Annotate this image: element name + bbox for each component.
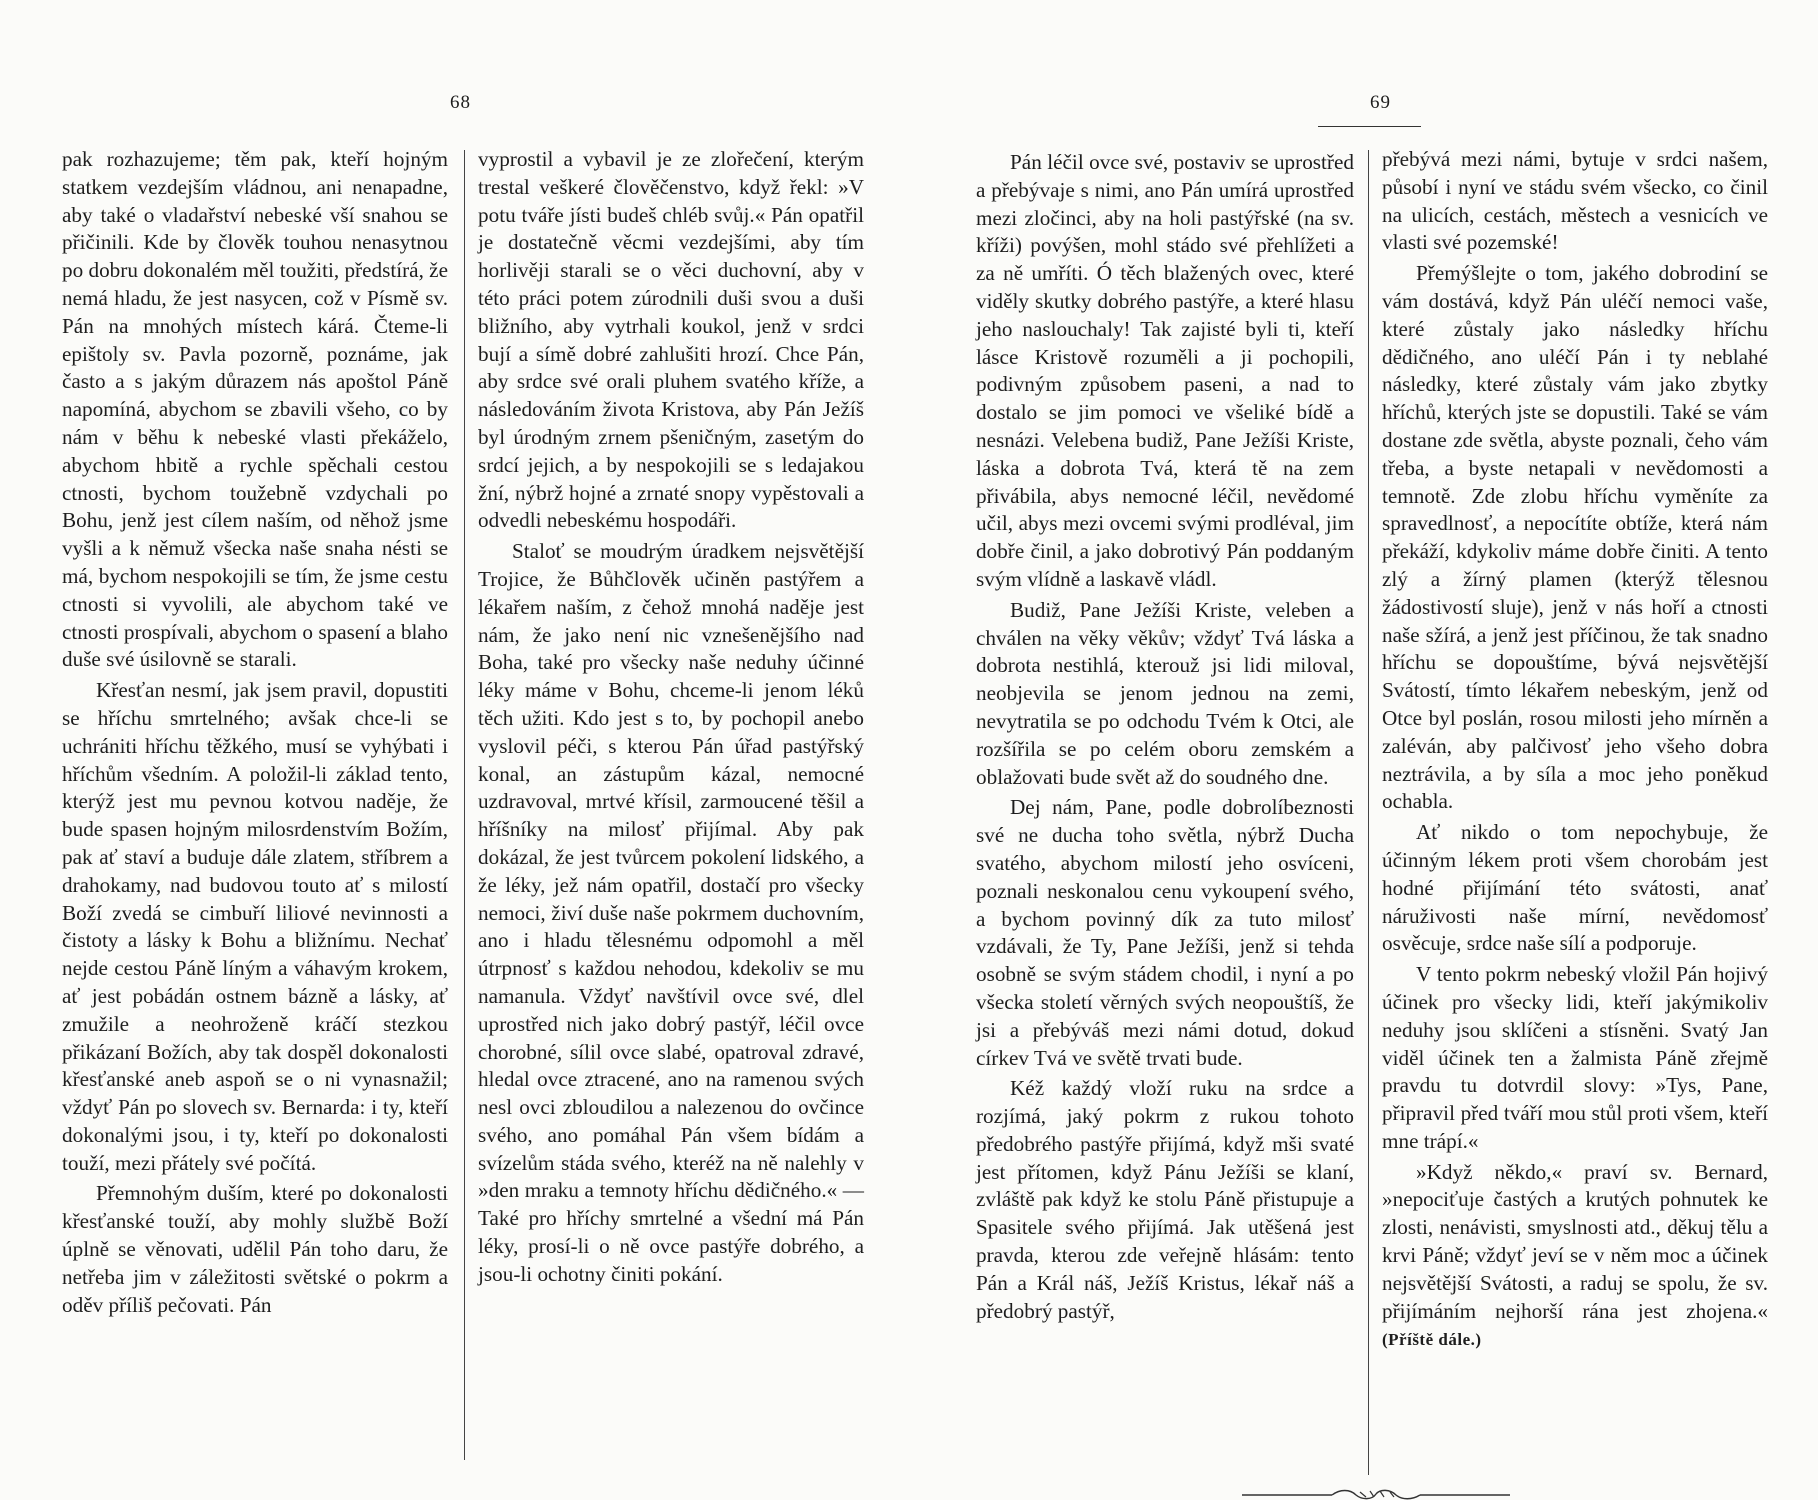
page-number-left: 68 [450,92,471,113]
page-number-rule [1318,126,1421,127]
paragraph: přebývá mezi námi, bytuje v srdci našem, působí i nyní ve stádu svém všecko, co činil na ulicích, cestách, městech a vesnicích ve vlasti své pozemské! [1382,147,1768,255]
column-4 [1382,146,1768,1354]
column-divider-right [1368,150,1369,1475]
continued-note: (Příště dále.) [1382,1330,1482,1350]
column-2 [478,146,864,1289]
paragraph: Přemýšlejte o tom, jakého dobrodiní se vám dostává, když Pán uléčí nemoci vaše, které zůstaly jako následky hříchu dědičného, ano uléčí Pán i ty neblahé následky, které zůstaly vám jako zbytky hříchů, kterých jste se dopustili. Také se vám dostane zde světla, abyste poznali, čeho vám třeba, a byste netapali v nevědomosti a temnotě. Zde zlobu hříchu vyměníte za spravedlnosť, a nepocítíte obtíže, která nám překáží, kdykoliv máme dobře činiti. A tento zlý a žírný plamen (kterýž tělesnou žádostivostí sluje), jenž v nás hoří a ctnosti naše sžírá, a jenž jest příčinou, že tak snadno hříchu se dopouštíme, bývá nejsvětější Svátostí, tímto lékařem nebeským, jenž od Otce byl poslán, rosou milosti jeho mírněn a zaléván, aby palčivosť jeho všeho dobra neztrávila, a by síla a moc jeho poněkud ochabla. [1382,261,1768,814]
paragraph: Kéž každý vloží ruku na srdce a rozjímá, jaký pokrm z rukou tohoto předobrého pastýře přijímá, když mši svaté jest přítomen, když Pánu Ježíši se klaní, zvláště pak když ke stolu Páně přistupuje a Spasitele svého přijímá. Jak utěšená jest pravda, kterou zde veřejně hlásám: tento Pán a Král náš, Ježíš Kristus, lékař náš a předobrý pastýř, [976,1076,1354,1323]
paragraph: pak rozhazujeme; těm pak, kteří hojným statkem vezdejším vládnou, ani nenapadne, aby také o vladařství nebeské vší snahou se přičinili. Kde by člověk touhou nenasytnou po dobru dokonalém měl toužiti, předstírá, že nemá hladu, že jest nasycen, což v Písmě sv. Pán na mnohých místech kárá. Čteme-li epištoly sv. Pavla pozorně, poznáme, jak často a s jakým důrazem nás apoštol Páně napomíná, abychom se zbavili všeho, co by nám v běhu k nebeské vlasti překáželo, abychom hbitě a rychle spěchali cestou ctnosti, bychom toužebně vzdychali po Bohu, jenž jest cílem naším, od něhož jsme vyšli a k němuž všecka naše snaha nésti se má, bychom nespokojili se tím, že jsme cestu ctnosti si vyvolili, ale abychom také ve ctnosti prospívali, abychom o spasení a blaho duše své úsilovně se starali. [62,147,448,672]
paragraph: Budiž, Pane Ježíši Kriste, veleben a chválen na věky věkův; vždyť Tvá láska a dobrota nestihlá, kterouž jsi lidi miloval, neobjevila se jenom jednou na zemi, nevytratila se po odchodu Tvém k Otci, ale rozšířila se po celém oboru zemském a oblažovati bude svět až do soudného dne. [976,597,1354,789]
paragraph: Pán léčil ovce své, postaviv se uprostřed a přebývaje s nimi, ano Pán umírá uprostřed mezi zločinci, aby na holi pastýřské (na sv. kříži) povýšen, mohl stádo své přehlížeti a za ně umříti. Ó těch blažených ovec, které viděly skutky dobrého pastýře, a které hlasu jeho naslouchaly! Tak zajisté byli ti, kteří lásce Kristově rozuměli a ji pochopili, podivným způsobem paseni, a nad to dostalo se jim pomoci ve všeliké bídě a nesnázi. Velebena budiž, Pane Ježíši Kriste, láska a dobrota Tvá, která tě na zem přivábila, abys nemocné léčil, nevědomé učil, abys mezi ovcemi svými prodléval, jim dobře činil, a jako dobrotivý Pán poddaným svým vlídně a laskavě vládl. [976,150,1354,591]
paragraph: Ať nikdo o tom nepochybuje, že účinným lékem proti všem chorobám jest hodné přijímání této svátosti, anať náruživosti naše mírní, nevědomosť osvěcuje, srdce naše sílí a podporuje. [1382,820,1768,956]
column-divider-left [464,150,465,1460]
ornament-divider-icon [1240,1488,1512,1500]
column-3 [976,146,1354,1325]
column-1 [62,146,448,1319]
page-number-right: 69 [1370,92,1391,113]
paragraph: Staloť se moudrým úradkem nejsvětější Trojice, že Bůhčlověk učiněn pastýřem a lékařem naším, z čehož mnohá naděje jest nám, že jako není nic vznešenějšího nad Boha, také pro všecky naše neduhy účinné léky máme v Bohu, chceme-li jenom léků těch užiti. Kdo jest s to, by pochopil anebo vyslovil péči, s kterou Pán úřad pastýřský konal, an zástupům kázal, nemocné uzdravoval, mrtvé křísil, zarmoucené těšil a hříšníky na milosť přijímal. Aby pak dokázal, že jest tvůrcem pokolení lidského, a že léky, jež nám opatřil, dostačí pro všecky nemoci, živí duše naše pokrmem duchovním, ano i hladu tělesnému odpomohl a měl útrpnosť s každou nehodou, kdekoliv se mu namanula. Vždyť navštívil ovce své, dlel uprostřed nich jako dobrý pastýř, léčil ovce chorobné, sílil ovce slabé, opatroval zdravé, hledal ovce ztracené, ano na ramenou svých nesl ovci zbloudilou a nalezenou do ovčince svého, ano pomáhal Pán všem bídám a svízelům stáda svého, kteréž na ně nalehly v »den mraku a temnoty hříchu dědičného.« — Také pro hříchy smrtelné a všední má Pán léky, prosí-li o ně ovce pastýře dobrého, a jsou-li ochotny činiti pokání. [478,539,864,1286]
paragraph: vyprostil a vybavil je ze zlořečení, kterým trestal veškeré člověčenstvo, když řekl: »V potu tváře jísti budeš chléb svůj.« Pán opatřil je dostatečně věcmi vezdejšími, aby tím horlivěji starali se o věci duchovní, aby v této práci potem zúrodnili duši svou a duši bližního, aby vytrhali koukol, jenž v srdci bují a símě dobré zahlušiti hrozí. Chce Pán, aby srdce své orali pluhem svatého kříže, a následováním života Kristova, aby Pán Ježíš byl úrodným zrnem pšeničným, zasetým do srdcí jejich, a by nespokojili se s ledajakou žní, nýbrž hojné a zrnaté snopy vypěstovali a odvedli nebeskému hospodáři. [478,147,864,533]
paragraph [1382,1159,1768,1355]
paragraph: Dej nám, Pane, podle dobrolíbeznosti své ne ducha toho světla, nýbrž Ducha svatého, abychom milostí jeho osvíceni, poznali neskonalou cenu vykoupení svého, a bychom povinný dík za tuto milosť vzdávali, že Ty, Pane Ježíši, jenž si tehda osobně se svým stádem chodil, i nyní a po všecka století věrných svých neopouštíš, že jsi a přebýváš mezi námi dotud, dokud církev Tvá ve světě trvati bude. [976,795,1354,1070]
paragraph: V tento pokrm nebeský vložil Pán hojivý účinek pro všecky lidi, kteří jakýmikoliv neduhy jsou sklíčeni a stísněni. Svatý Jan viděl účinek ten a žalmista Páně zřejmě pravdu tu dotvrdil slovy: »Tys, Pane, připravil před tváří mou stůl proti všem, kteří mne trápí.« [1382,962,1768,1153]
paragraph: Přemnohým duším, které po dokonalosti křesťanské touží, aby mohly službě Boží úplně se věnovati, udělil Pán toho daru, že netřeba jim v záležitosti světské o pokrm a oděv příliš pečovati. Pán [62,1181,448,1317]
paragraph-text: »Když někdo,« praví sv. Bernard, »nepociťuje častých a krutých pohnutek ke zlosti, nenávisti, smyslnosti atd., děkuj tělu a krvi Páně; vždyť jeví se v něm moc a účinek nejsvětější Svátosti, a raduj se spolu, že sv. přijímáním nejhorší rána jest zhojena.« [1382,1159,1768,1323]
paragraph: Křesťan nesmí, jak jsem pravil, dopustiti se hříchu smrtelného; avšak chce-li se uchrániti hříchu těžkého, musí se vyhýbati i hříchům všedním. A položil-li základ tento, kterýž jest mu pevnou kotvou naděje, že bude spasen hojným milosrdenstvím Božím, pak ať staví a buduje dále zlatem, stříbrem a drahokamy, nad budovou touto ať s milostí Boží zvedá se cimbuří liliové nevinnosti a čistoty a lásky k Bohu a bližnímu. Nechať nejde cestou Páně líným a váhavým krokem, ať jest pobádán ostnem bázně a lásky, ať zmužile a neohroženě kráčí stezkou přikázaní Božích, aby tak dospěl dokonalosti křesťanské aneb aspoň se o ni vynasnažil; vždyť Pán po slovech sv. Bernarda: i ty, kteří dokonalými jsou, i ty, kteří po dokonalosti touží, mezi přátely své počítá. [62,678,448,1175]
